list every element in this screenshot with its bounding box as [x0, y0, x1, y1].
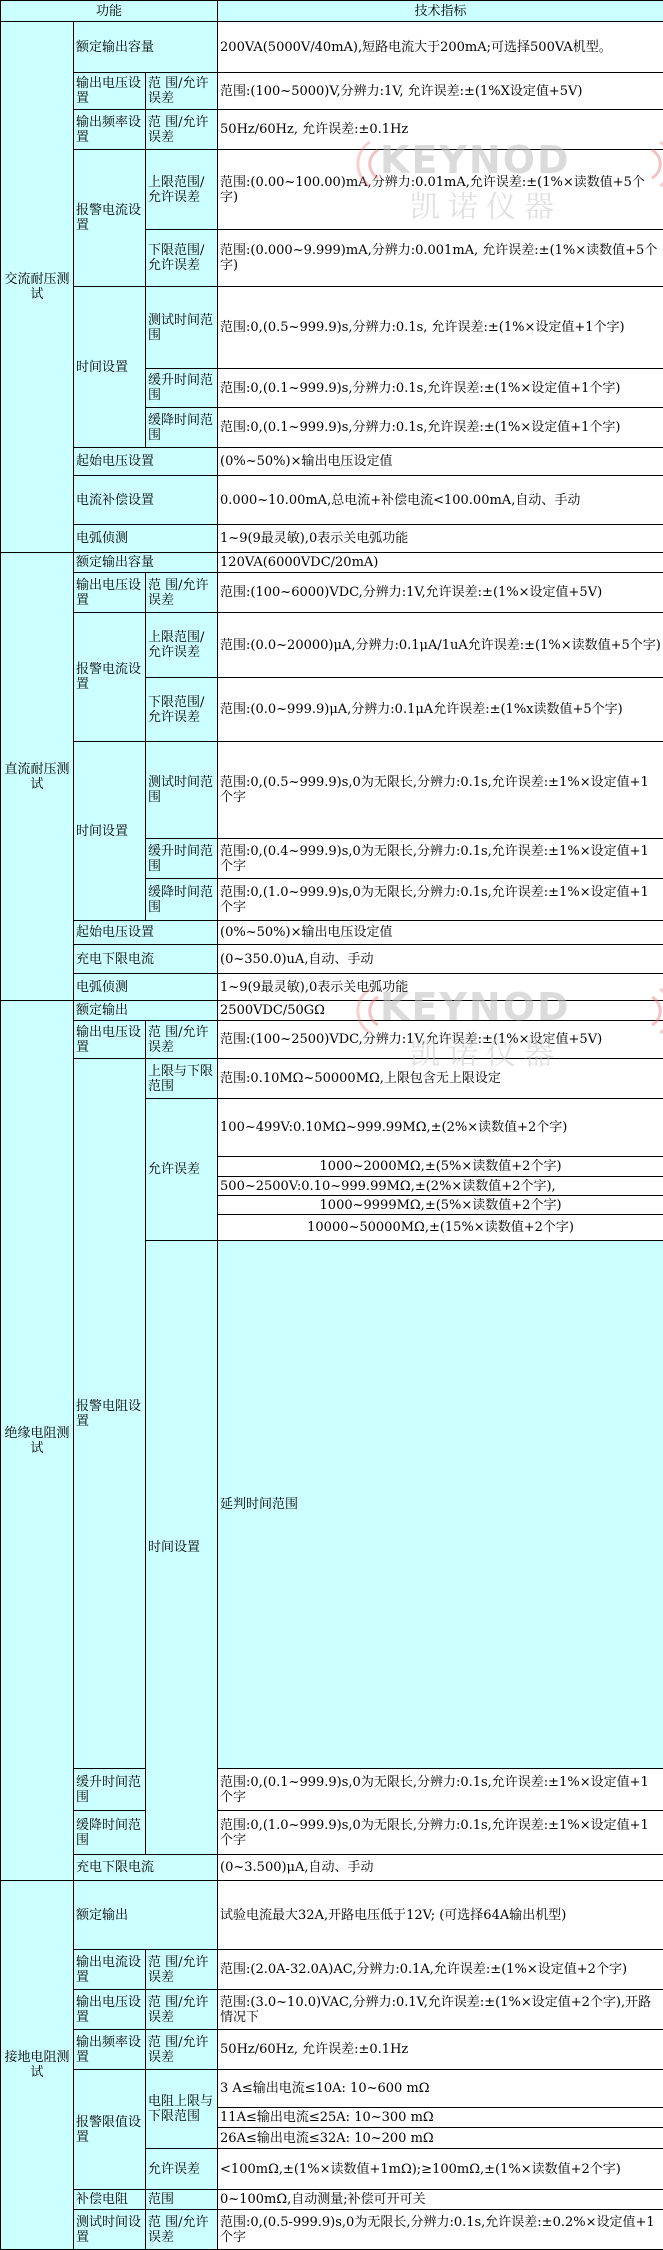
function-cell: 额定输出 [74, 1001, 218, 1021]
category-cell: 直流耐压测试 [1, 553, 74, 1001]
spec-cell: 范围:0,(0.1~999.9)s,分辨力:0.1s,允许误差:±(1%×设定值+1个字) [218, 369, 663, 408]
spec-cell: 范围:0,(0.5~999.9)s,0为无限长,分辨力:0.1s,允许误差:±1%×设定值+1个字 [218, 742, 663, 839]
spec-cell: 范围:(2.0A-32.0A)AC,分辨力:0.1A,允许误差:±(1%×设定值+2个字) [218, 1950, 663, 1990]
function-cell: 输出电流设置 [74, 1950, 146, 1990]
spec-cell: 0~100mΩ,自动测量;补偿可开可关 [218, 2190, 663, 2210]
subfunction-cell: 范 围/允许误差 [146, 1021, 218, 1059]
table-header-row [1, 1, 663, 22]
subfunction-cell: 上限与下限范围 [146, 1059, 218, 1099]
subfunction-cell: 上限范围/允许误差 [146, 613, 218, 678]
function-cell: 电弧侦测 [74, 525, 218, 553]
table-row [1, 2030, 663, 2070]
function-cell: 输出频率设置 [74, 2030, 146, 2070]
table-row [1, 573, 663, 613]
spec-cell: 50Hz/60Hz, 允许误差:±0.1Hz [218, 110, 663, 150]
spec-cell: 范围:0,(0.5-999.9)s,0为无限长,分辨力:0.1s,允许误差:±0.2%×设定值+1个字 [218, 2210, 663, 2250]
spec-cell: (0~350.0)uA,自动、手动 [218, 945, 663, 974]
table-row [1, 2070, 663, 2108]
spec-cell: (0%~50%)×输出电压设定值 [218, 448, 663, 476]
function-cell: 时间设置 [74, 742, 146, 921]
subfunction-cell: 缓升时间范围 [146, 369, 218, 408]
subfunction-cell: 范围 [146, 2190, 218, 2210]
table-row [1, 974, 663, 1001]
spec-cell: 200VA(5000V/40mA),短路电流大于200mA;可选择500VA机型。 [218, 22, 663, 73]
function-cell: 报警电流设置 [74, 613, 146, 742]
subfunction-cell: 范 围/允许误差 [146, 110, 218, 150]
spec-cell: 范围:(0.0~20000)μA,分辨力:0.1μA/1uA允许误差:±(1%×读数值+5个字) [218, 613, 663, 678]
spec-cell: (0~3.500)μA,自动、手动 [218, 1855, 663, 1881]
spec-cell: 50Hz/60Hz, 允许误差:±0.1Hz [218, 2030, 663, 2070]
table-row [1, 921, 663, 945]
subfunction-cell: 范 围/允许误差 [146, 1950, 218, 1990]
function-cell: 输出电压设置 [74, 1990, 146, 2030]
spec-cell: 3 A≤输出电流≤10A: 10~600 mΩ [218, 2070, 663, 2108]
subfunction-cell: 下限范围/允许误差 [146, 230, 218, 287]
spec-cell: 11A≤输出电流≤25A: 10~300 mΩ [218, 2108, 663, 2128]
table-row [1, 2210, 663, 2250]
subfunction-cell: 测试时间范围 [146, 742, 218, 839]
spec-cell: 范围:0.10MΩ~50000MΩ,上限包含无上限设定 [218, 1059, 663, 1099]
table-row [1, 448, 663, 476]
subfunction-cell: 上限范围/允许误差 [146, 150, 218, 230]
subfunction-cell: 允许误差 [146, 2149, 218, 2190]
subfunction-cell: 范 围/允许误差 [146, 73, 218, 110]
function-cell: 电弧侦测 [74, 974, 218, 1001]
function-cell: 额定输出容量 [74, 553, 218, 573]
function-cell: 输出电压设置 [74, 1021, 146, 1059]
subfunction-cell: 缓降时间范围 [74, 1811, 146, 1855]
function-cell: 起始电压设置 [74, 921, 218, 945]
category-cell: 接地电阻测试 [1, 1881, 74, 2250]
keynod-brand-text: KEYNOD [380, 138, 663, 182]
table-row [1, 110, 663, 150]
table-row [1, 22, 663, 73]
function-cell: 输出电压设置 [74, 573, 146, 613]
header-spec: 技术指标 [218, 1, 663, 22]
table-row [1, 1990, 663, 2030]
spec-cell: 2500VDC/50GΩ [218, 1001, 663, 1021]
function-cell: 电流补偿设置 [74, 476, 218, 525]
keynod-brand-subtitle: 凯诺仪器 [410, 182, 663, 226]
function-cell: 报警电阻设置 [74, 1059, 146, 1769]
table-row [1, 1059, 663, 1099]
subfunction-cell: 延判时间范围 [218, 1241, 663, 1769]
spec-cell: 0.000~10.00mA,总电流+补偿电流<100.00mA,自动、手动 [218, 476, 663, 525]
table-row [1, 1811, 663, 1855]
spec-cell: 26A≤输出电流≤32A: 10~200 mΩ [218, 2128, 663, 2149]
spec-cell: (0%~50%)×输出电压设定值 [218, 921, 663, 945]
function-cell: 输出频率设置 [74, 110, 146, 150]
table-row [1, 287, 663, 369]
spec-cell: 范围:0,(0.5~999.9)s,分辨力:0.1s, 允许误差:±(1%×设定值+1个字) [218, 287, 663, 369]
spec-cell: 10000~50000MΩ,±(15%×读数值+2个字) [218, 1215, 663, 1241]
spec-cell: 范围:0,(0.4~999.9)s,0为无限长,分辨力:0.1s,允许误差:±1%×设定值+1个字 [218, 839, 663, 879]
spec-cell: 1000~2000MΩ,±(5%×读数值+2个字) [218, 1157, 663, 1177]
subfunction-cell: 允许误差 [146, 1099, 218, 1241]
spec-cell: 范围:0,(0.1~999.9)s,0为无限长,分辨力:0.1s,允许误差:±1%×设定值+1个字 [218, 1769, 663, 1811]
function-cell: 充电下限电流 [74, 1855, 218, 1881]
subfunction-cell: 范 围/允许误差 [146, 573, 218, 613]
spec-cell: 1~9(9最灵敏),0表示关电弧功能 [218, 974, 663, 1001]
table-row [1, 525, 663, 553]
keynod-brand-text: KEYNOD [380, 985, 663, 1029]
table-row [1, 553, 663, 573]
category-cell: 绝缘电阻测试 [1, 1001, 74, 1881]
function-cell: 额定输出容量 [74, 22, 218, 73]
spec-cell: 范围:(100~6000)VDC,分辨力:1V,允许误差:±(1%×设定值+5V) [218, 573, 663, 613]
table-row [1, 1881, 663, 1950]
subfunction-cell: 缓降时间范围 [146, 879, 218, 921]
spec-cell: 1000~9999MΩ,±(5%×读数值+2个字) [218, 1196, 663, 1215]
table-row [1, 945, 663, 974]
spec-cell: 100~499V:0.10MΩ~999.99MΩ,±(2%×读数值+2个字) [218, 1099, 663, 1157]
spec-cell: 范围:(3.0~10.0)VAC,分辨力:0.1V,允许误差:±(1%×设定值+2个字),开路情况下 [218, 1990, 663, 2030]
spec-cell: 范围:0,(1.0~999.9)s,0为无限长,分辨力:0.1s,允许误差:±1%×设定值+1个字 [218, 879, 663, 921]
subfunction-cell: 缓升时间范围 [74, 1769, 146, 1811]
category-cell: 交流耐压测试 [1, 22, 74, 553]
function-cell: 报警限值设置 [74, 2070, 146, 2190]
table-row [1, 2190, 663, 2210]
spec-cell: 范围:(100~2500)VDC,分辨力:1V,允许误差:±(1%×设定值+5V) [218, 1021, 663, 1059]
spec-cell: 范围:(0.00~100.00)mA,分辨力:0.01mA,允许误差:±(1%×读数值+5个字) [218, 150, 663, 230]
function-cell: 起始电压设置 [74, 448, 218, 476]
table-row [1, 1769, 663, 1811]
function-cell: 额定输出 [74, 1881, 218, 1950]
spec-cell: 120VA(6000VDC/20mA) [218, 553, 663, 573]
subfunction-cell: 范 围/允许误差 [146, 1990, 218, 2030]
spec-cell: 范围:(0.000~9.999)mA,分辨力:0.001mA, 允许误差:±(1%×读数值+5个字) [218, 230, 663, 287]
function-cell: 输出电压设置 [74, 73, 146, 110]
subfunction-cell: 电阻上限与下限范围 [146, 2070, 218, 2149]
spec-cell: 500~2500V:0.10~999.99MΩ,±(2%×读数值+2个字), [218, 1177, 663, 1196]
subfunction-cell: 下限范围/允许误差 [146, 678, 218, 742]
table-row [1, 1021, 663, 1059]
table-row [1, 1950, 663, 1990]
function-cell: 补偿电阻 [74, 2190, 146, 2210]
table-row [1, 1855, 663, 1881]
spec-cell: 范围:(100~5000)V,分辨力:1V, 允许误差:±(1%X设定值+5V) [218, 73, 663, 110]
spec-cell: 范围:(0.0~999.9)μA,分辨力:0.1μA允许误差:±(1%x读数值+5个字) [218, 678, 663, 742]
table-row [1, 742, 663, 839]
subfunction-cell: 缓降时间范围 [146, 408, 218, 448]
function-cell: 时间设置 [74, 287, 146, 448]
table-row [1, 613, 663, 678]
function-cell: 报警电流设置 [74, 150, 146, 287]
keynod-brand-subtitle: 凯诺仪器 [410, 1029, 663, 1073]
function-cell: 充电下限电流 [74, 945, 218, 974]
spec-cell: 试验电流最大32A,开路电压低于12V; (可选择64A输出机型) [218, 1881, 663, 1950]
subfunction-cell: 缓升时间范围 [146, 839, 218, 879]
table-row [1, 1001, 663, 1021]
table-row [1, 150, 663, 230]
subfunction-cell: 范 围/允许误差 [146, 2030, 218, 2070]
function-cell: 时间设置 [146, 1241, 218, 1855]
subfunction-cell: 范 围/允许误差 [146, 2210, 218, 2250]
subfunction-cell: 测试时间范围 [146, 287, 218, 369]
header-function: 功能 [1, 1, 218, 22]
spec-cell: <100mΩ,±(1%×读数值+1mΩ);≥100mΩ,±(1%×读数值+2个字) [218, 2149, 663, 2190]
table-row [1, 73, 663, 110]
table-row [1, 476, 663, 525]
spec-cell: 范围:0,(0.1~999.9)s,分辨力:0.1s,允许误差:±(1%×设定值+1个字) [218, 408, 663, 448]
spec-cell: 1~9(9最灵敏),0表示关电弧功能 [218, 525, 663, 553]
function-cell: 测试时间设置 [74, 2210, 146, 2250]
spec-cell: 范围:0,(1.0~999.9)s,0为无限长,分辨力:0.1s,允许误差:±1%×设定值+1个字 [218, 1811, 663, 1855]
